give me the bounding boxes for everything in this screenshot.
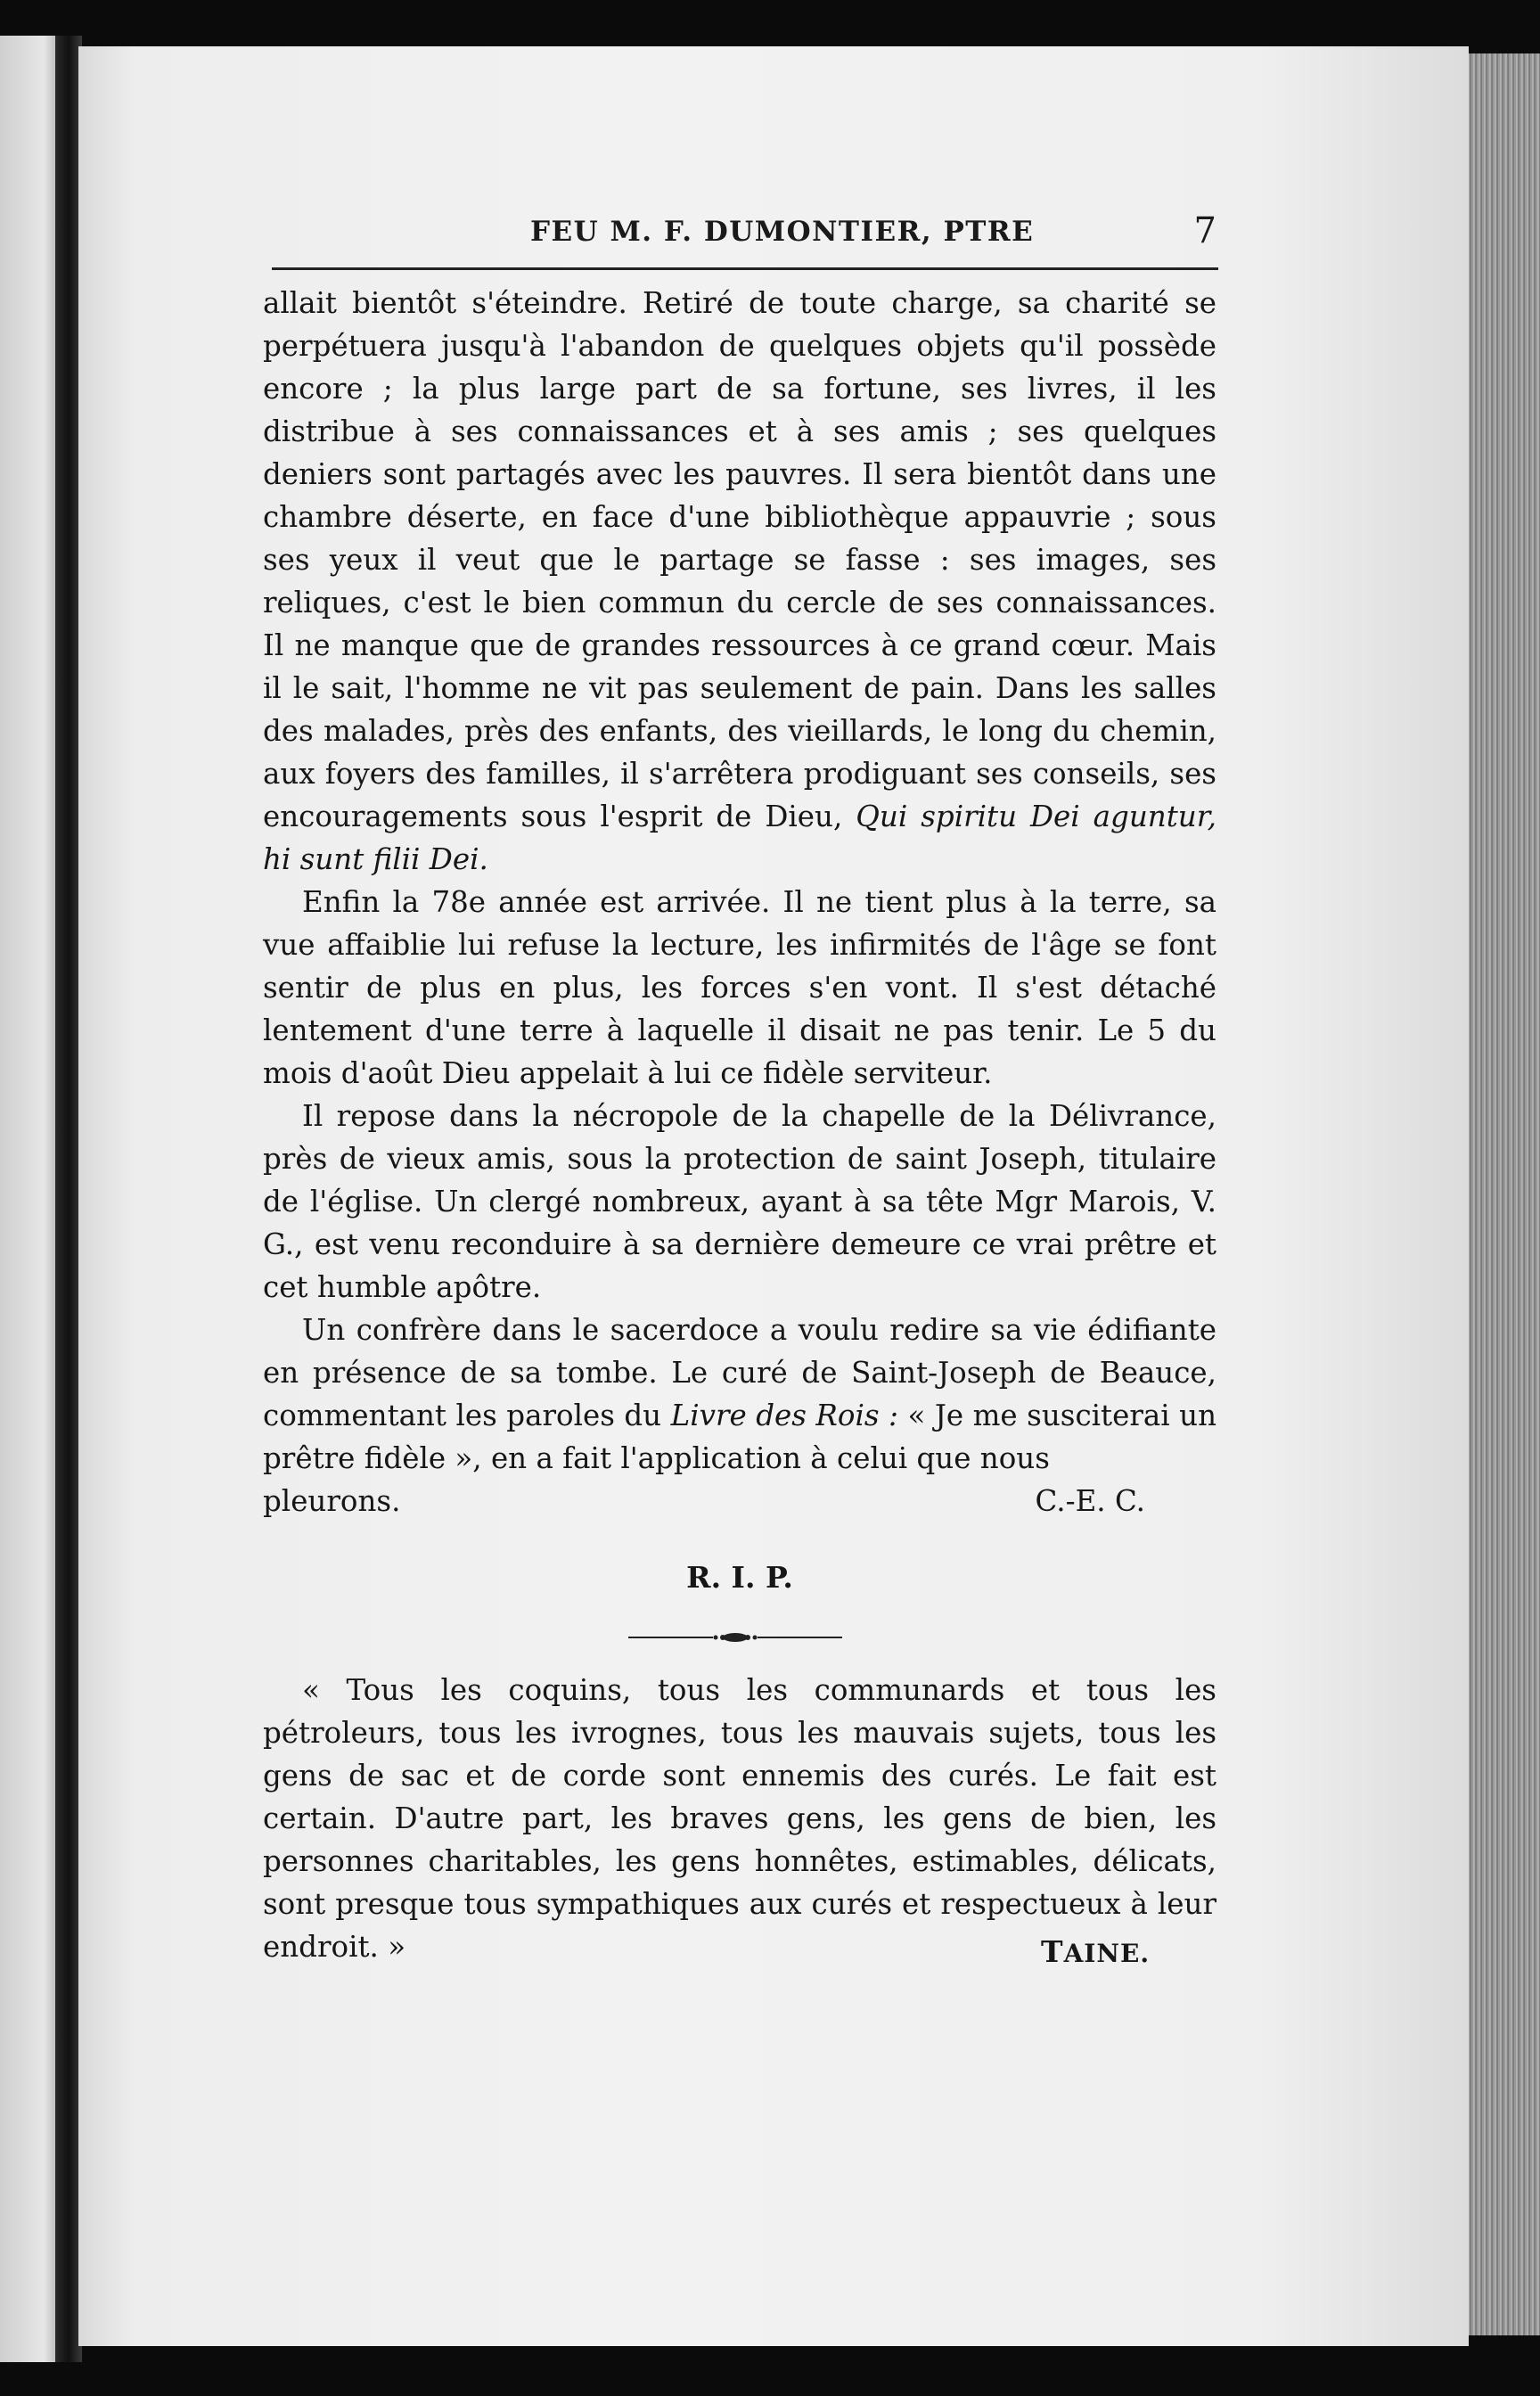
ornamental-rule: [628, 1631, 842, 1644]
quotation-text: « Tous les coquins, tous les communards et tous les pétroleurs, tous les ivrognes, tous les mauvais sujets, tous les gens de sac et de corde sont ennemis des curés. Le fait est certain. D'autre part, les braves gens, les gens de bien, les personnes charitables, les gens honnêtes, estimables, délicats, sont presque tous sympathiques aux curés et respectueux à leur endroit. »: [263, 1673, 1216, 1964]
page-number: 7: [1193, 210, 1216, 251]
author-initial: T: [1041, 1934, 1064, 1969]
header-rule: [272, 267, 1218, 270]
book-title: Livre des Rois :: [670, 1399, 898, 1432]
author-name: AINE.: [1063, 1939, 1151, 1968]
rip-heading: R. I. P.: [686, 1560, 793, 1595]
rip-heading-wrap: [263, 1560, 1216, 1604]
running-title: FEU M. F. DUMONTIER, PTRE: [530, 216, 1035, 248]
author-initials: C.-E. C.: [1035, 1484, 1145, 1518]
page-stack-edge: [1462, 53, 1540, 2335]
paragraph-4-text-a: Un confrère dans le sacerdoce a voulu redire sa vie édifiante en présence de sa tombe. Le curé de Saint-Joseph de Beauce, commentant les paroles du: [263, 1313, 1216, 1432]
latin-quotation: Qui spiritu Dei aguntur, hi sunt filii Dei.: [263, 800, 1216, 876]
quotation-author: [1041, 1934, 1150, 1969]
main-text: [263, 282, 1216, 1522]
paragraph-1-text: allait bientôt s'éteindre. Retiré de toute charge, sa charité se perpétuera jusqu'à l'abandon de quelques objets qu'il possède encore ; la plus large part de sa fortune, ses livres, il les distribue à ses connaissances et à ses amis ; ses quelques deniers sont partagés avec les pauvres. Il sera bientôt dans une chambre déserte, en face d'une bibliothèque appauvrie ; sous ses yeux il veut que le partage se fasse : ses images, ses reliques, c'est le bien commun du cercle de ses connaissances. Il ne manque que de grandes ressources à ce grand cœur. Mais il le sait, l'homme ne vit pas seulement de pain. Dans les salles des malades, près des enfants, des vieillards, le long du chemin, aux foyers des familles, il s'arrêtera prodiguant ses conseils, ses encouragements sous l'esprit de Dieu,: [263, 286, 1216, 833]
closing-word: pleurons.: [263, 1484, 401, 1518]
paragraph-4-text-b: « Je me susciterai un prêtre fidèle », en a fait l'application à celui que nous: [263, 1399, 1217, 1475]
paragraph-4: [263, 1309, 1216, 1480]
paragraph-3: Il repose dans la nécropole de la chapelle de la Délivrance, près de vieux amis, sous la protection de saint Joseph, titulaire de l'église. Un clergé nombreux, ayant à sa tête Mgr Marois, V. G., est venu reconduire à sa dernière demeure ce vrai prêtre et cet humble apôtre.: [263, 1099, 1216, 1304]
running-head: [272, 212, 1216, 266]
closing-line: [263, 1480, 1216, 1522]
paragraph-1: [263, 282, 1216, 881]
paragraph-2: Enfin la 78e année est arrivée. Il ne tient plus à la terre, sa vue affaiblie lui refuse la lecture, les infirmités de l'âge se font sentir de plus en plus, les forces s'en vont. Il s'est détaché lentement d'une terre à laquelle il disait ne pas tenir. Le 5 du mois d'août Dieu appelait à lui ce fidèle serviteur.: [263, 885, 1216, 1090]
closing-quotation: [263, 1669, 1216, 1968]
